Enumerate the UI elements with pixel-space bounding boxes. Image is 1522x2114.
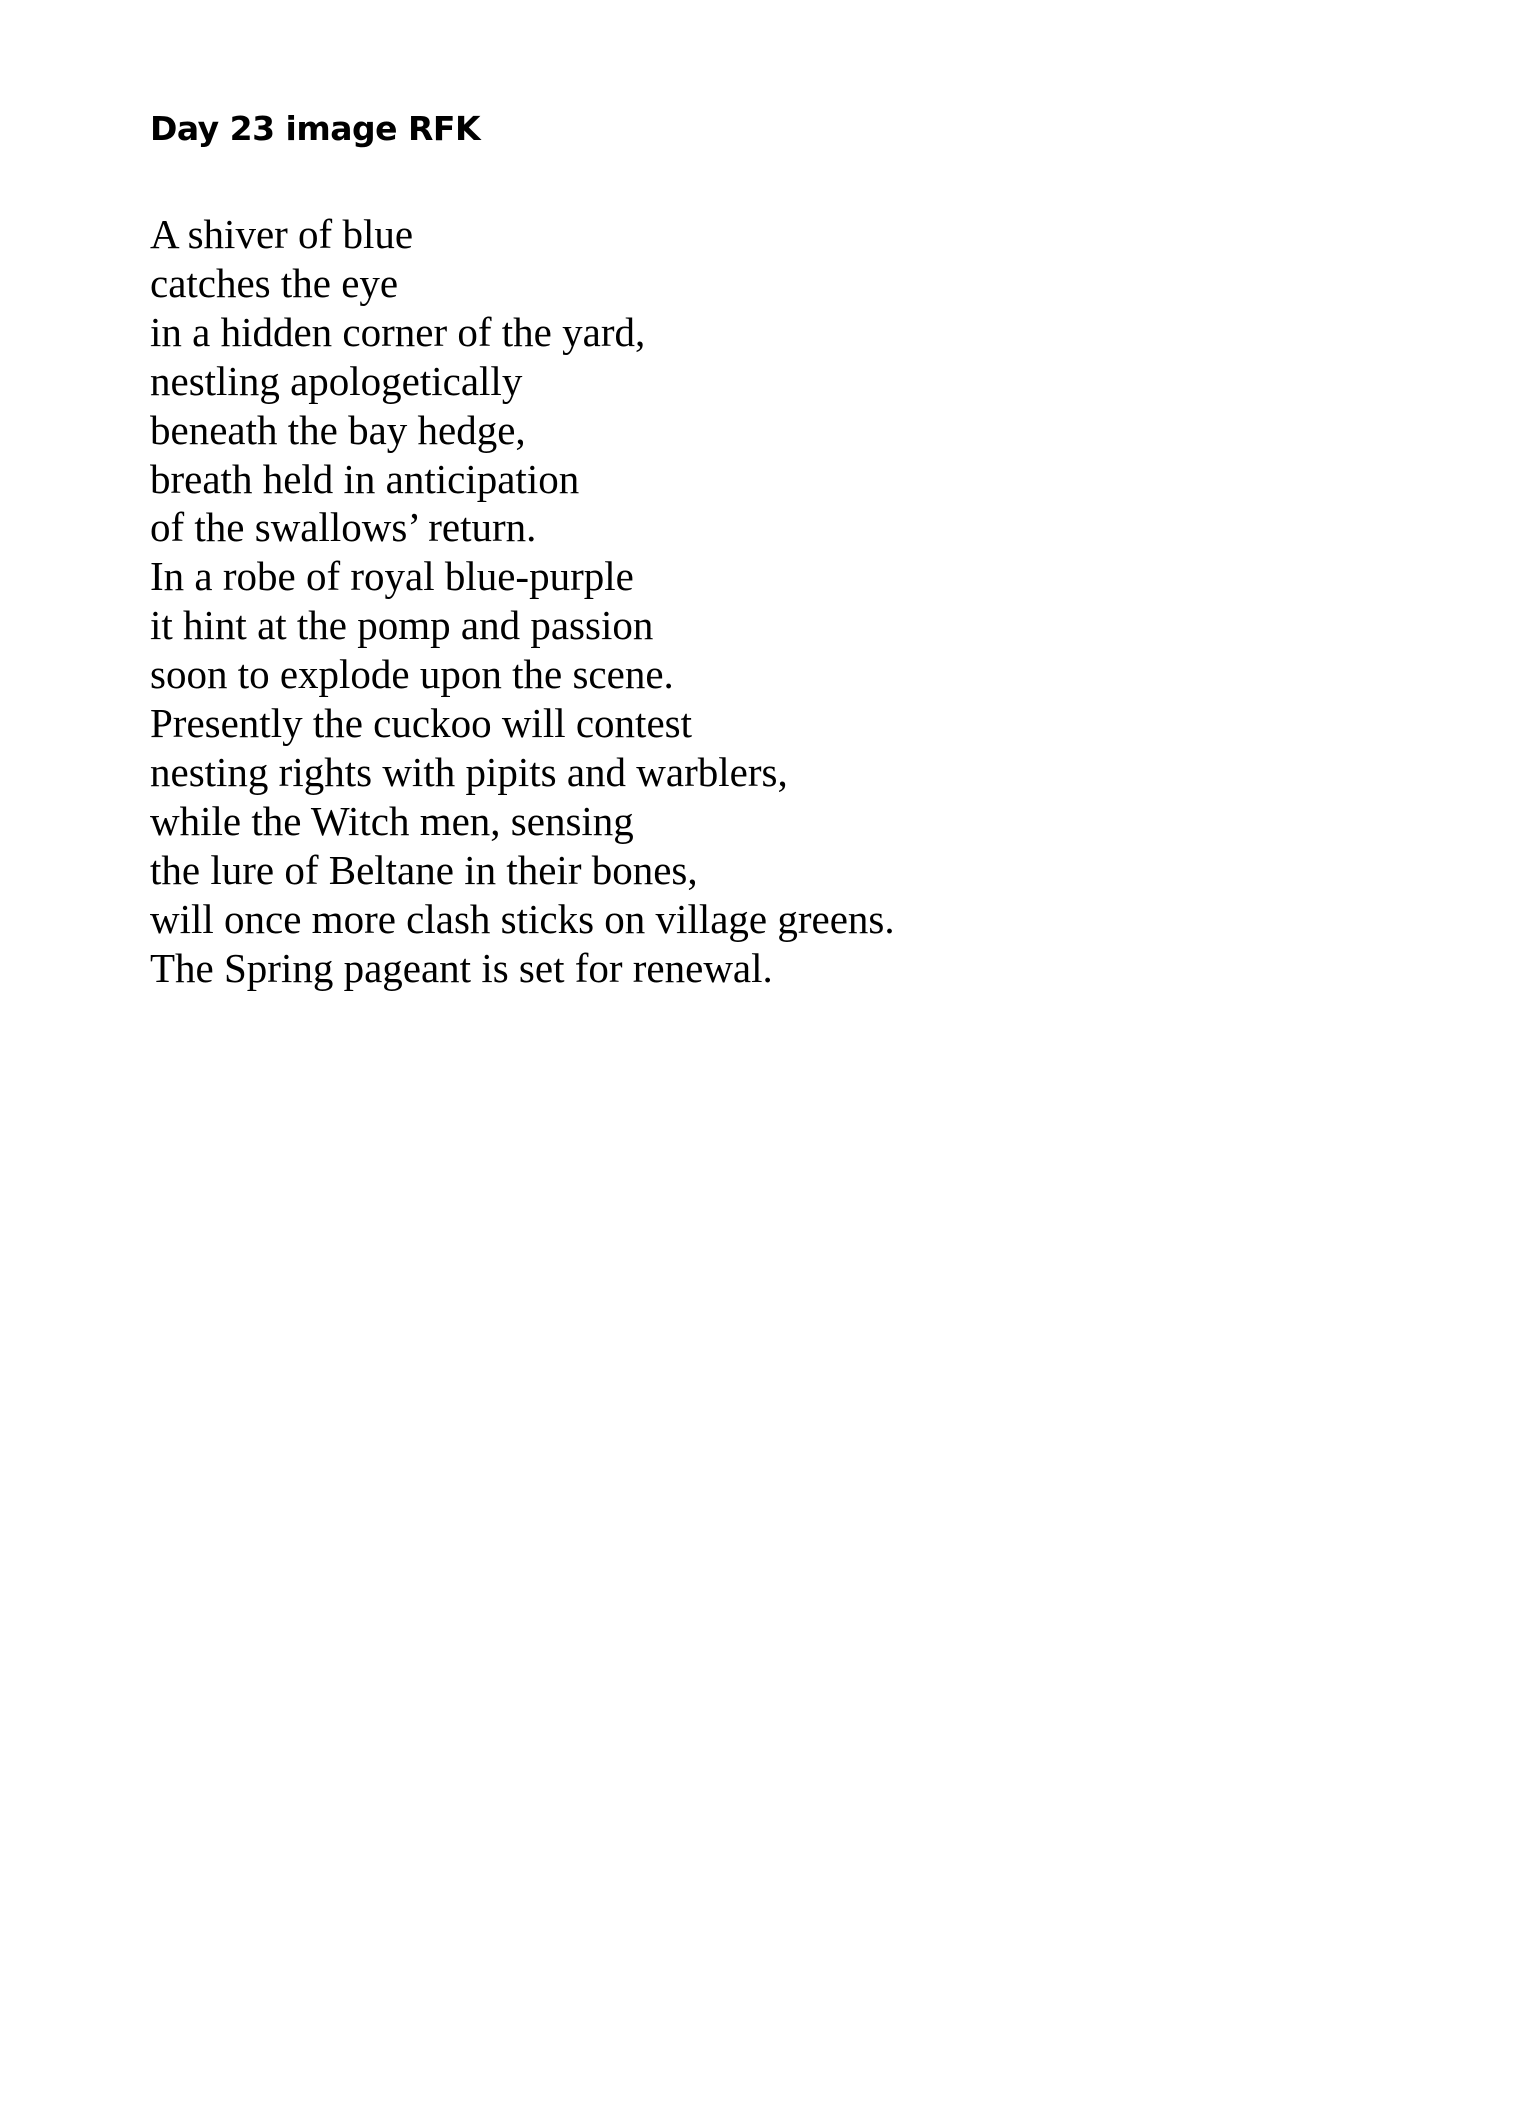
poem-line: breath held in anticipation <box>150 455 580 502</box>
document-title: Day 23 image RFK <box>150 109 481 148</box>
poem-line: Presently the cuckoo will contest <box>150 700 692 747</box>
poem-line: nesting rights with pipits and warblers, <box>150 748 788 795</box>
poem-line: A shiver of blue <box>150 211 414 257</box>
poem-line: it hint at the pomp and passion <box>150 602 654 649</box>
poem-line: In a robe of royal blue-purple <box>150 553 634 600</box>
poem-line: beneath the bay hedge, <box>150 406 526 453</box>
poem-line: will once more clash sticks on village greens. <box>150 895 895 942</box>
poem-line: catches the eye <box>150 259 399 306</box>
poem-line: nestling apologetically <box>150 357 523 404</box>
poem-line: The Spring pageant is set for renewal. <box>150 944 773 991</box>
poem-line: of the swallows’ return. <box>150 504 537 551</box>
poem-line: while the Witch men, sensing <box>150 797 634 844</box>
poem-line: the lure of Beltane in their bones, <box>150 846 698 893</box>
poem-line: soon to explode upon the scene. <box>150 651 674 698</box>
poem-line: in a hidden corner of the yard, <box>150 308 646 355</box>
poem-body <box>150 210 895 993</box>
